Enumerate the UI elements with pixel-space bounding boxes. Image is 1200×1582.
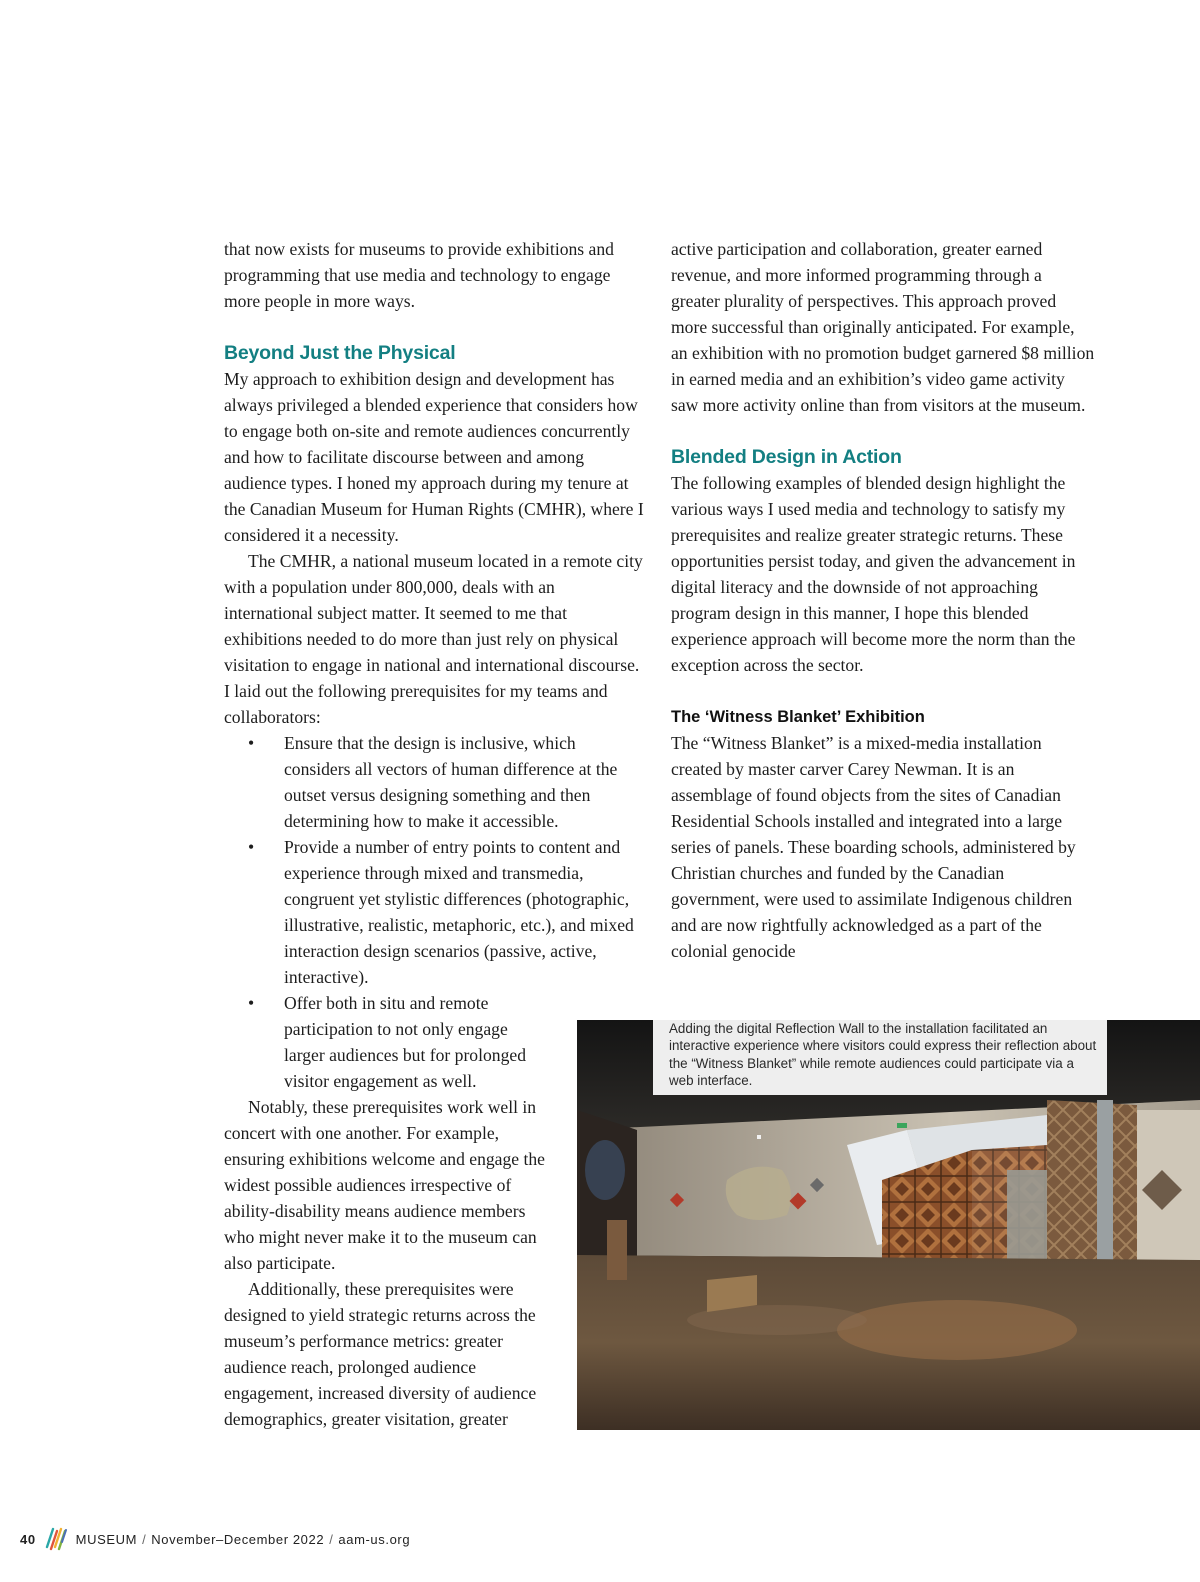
list-item-text: Ensure that the design is inclusive, which considers all vectors of human difference at the outset versus designing something and then determining how to make it accessible. [284,733,618,831]
body-paragraph: active participation and collaboration, greater earned revenue, and more informed programming through a greater plurality of perspectives. This approach proved more successful than originally anticipated. For example, an exhibition with no promotion budget garnered $8 million in earned media and an exhibition’s video game activity saw more activity online than from visitors at the museum. [671,239,1095,415]
body-paragraph: The CMHR, a national museum located in a remote city with a population under 800,000, deals with an international subject matter. It seemed to me that exhibitions needed to do more than just rely on physical visitation to engage in national and international discourse. I laid out the following prerequisites for my teams and collaborators: [224,551,643,727]
issue-date: November–December 2022 [151,1531,325,1547]
section-heading-blended-design: Blended Design in Action [671,446,902,468]
bullet-icon: • [248,733,255,753]
body-paragraph: The following examples of blended design highlight the various ways I used media and technology to satisfy my prerequisites and realize greater strategic returns. These opportunities persist today, and given the advancement in digital literacy and the downside of not approaching program design in this manner, I hope this blended experience approach will become more the norm than the exception across the sector. [671,473,1076,675]
aam-logo-icon [44,1525,68,1554]
website-link[interactable]: aam-us.org [338,1531,411,1547]
photo-caption: Adding the digital Reflection Wall to the installation facilitated an interactive experience where visitors could express their reflection about the “Witness Blanket” while remote audiences could participate via a web interface. [653,1020,1107,1095]
section-heading-beyond-physical: Beyond Just the Physical [224,342,456,364]
subheading-witness-blanket: The ‘Witness Blanket’ Exhibition [671,708,925,726]
body-paragraph: Additionally, these prerequisites were designed to yield strategic returns across the museum’s performance metrics: greater audience reach, prolonged audience engagement, increased diversity of audience demographics, greater visitation, greater [224,1279,537,1429]
bullet-icon: • [248,993,255,1013]
bullet-icon: • [248,837,255,857]
list-item [224,730,644,834]
right-column [671,236,1095,964]
list-item-text: Provide a number of entry points to content and experience through mixed and transmedia, congruent yet stylistic differences (photographic, illustrative, realistic, metaphoric, etc.), and mixed interaction design scenarios (passive, active, interactive). [284,837,634,987]
body-paragraph: Notably, these prerequisites work well in concert with one another. For example, ensuring exhibitions welcome and engage the widest possible audiences irrespective of ability-disability means audience members who might never make it to the museum can also participate. [224,1097,545,1273]
publication-name: MUSEUM [75,1531,138,1547]
page-number: 40 [20,1531,36,1547]
footer-separator: / [329,1531,334,1547]
intro-paragraph: that now exists for museums to provide exhibitions and programming that use media and technology to engage more people in more ways. [224,239,614,311]
list-item-text: Offer both in situ and remote participation to not only engage larger audiences but for prolonged visitor engagement as well. [284,993,526,1091]
page-footer [20,1526,410,1552]
body-paragraph: My approach to exhibition design and development has always privileged a blended experience that considers how to engage both on-site and remote audiences concurrently and how to facilitate discourse between and among audience types. I honed my approach during my tenure at the Canadian Museum for Human Rights (CMHR), where I considered it a necessity. [224,369,644,545]
list-item [224,990,550,1094]
footer-separator: / [142,1531,147,1547]
body-paragraph: The “Witness Blanket” is a mixed-media installation created by master carver Carey Newman. It is an assemblage of found objects from the sites of Canadian Residential Schools installed and integrated into a large series of panels. These boarding schools, administered by Christian churches and funded by the Canadian government, were used to assimilate Indigenous children and are now rightfully acknowledged as a part of the colonial genocide [671,733,1076,961]
list-item [224,834,644,990]
